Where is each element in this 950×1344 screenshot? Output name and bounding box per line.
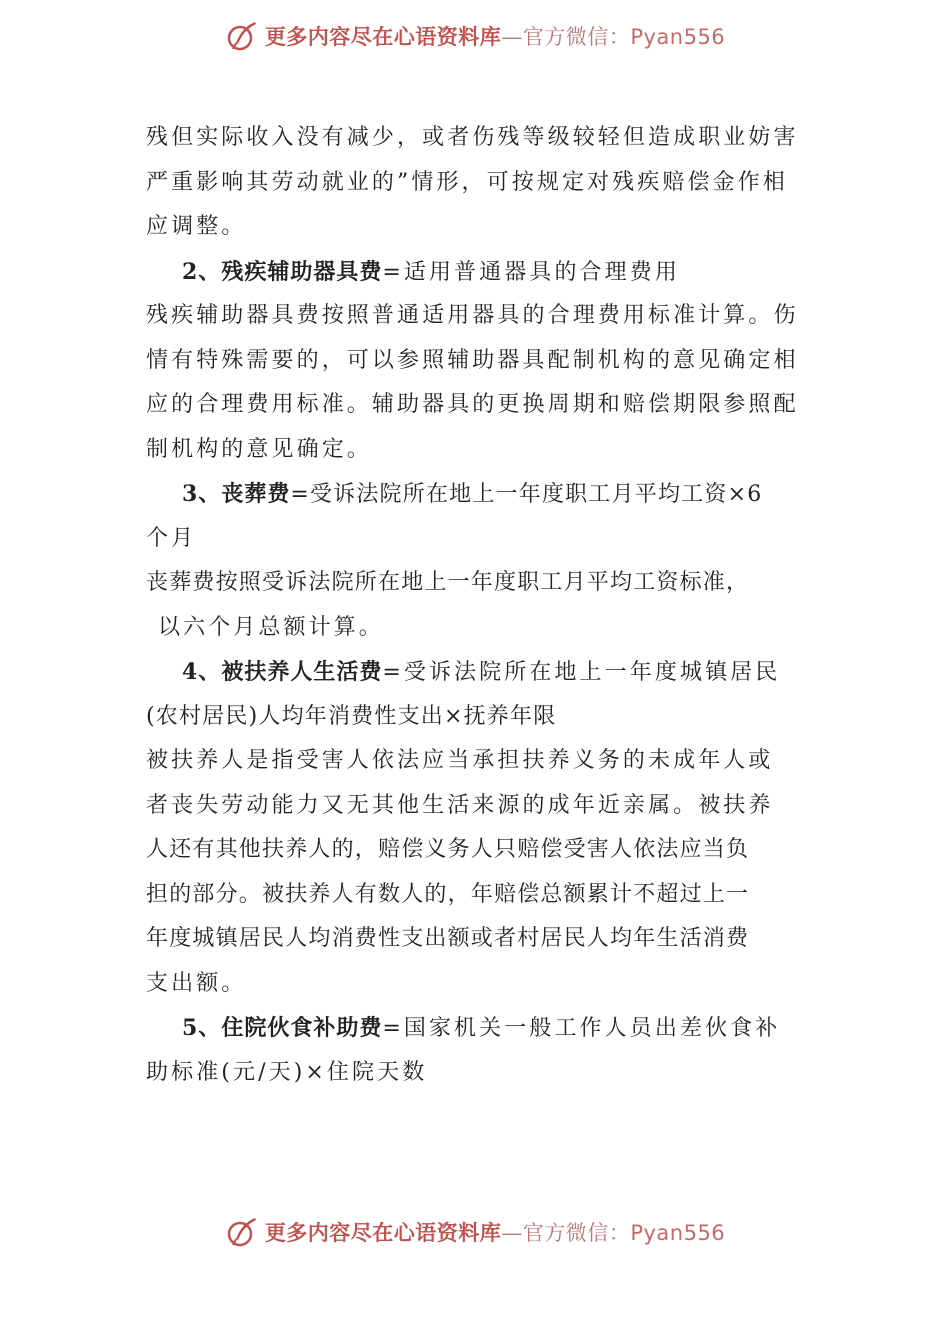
text-line: 担的部分。被扶养人有数人的，年赔偿总额累计不超过上一 (146, 881, 750, 907)
section-title: 被扶养人生活费 (221, 659, 383, 685)
section-heading-2 (146, 250, 810, 295)
text-line: 支出额。 (146, 970, 247, 996)
text-line: 个月 (146, 525, 197, 551)
section-formula: =受诉法院所在地上一年度城镇居民 (382, 660, 781, 685)
section-title: 住院伙食补助费 (221, 1015, 383, 1041)
footer-text (265, 1217, 725, 1247)
text-line: 严重影响其劳动就业的”情形，可按规定对残疾赔偿金作相 (146, 169, 788, 195)
section-heading-5 (146, 1006, 810, 1051)
header-brand: 更多内容尽在心语资料库 (264, 24, 502, 49)
text-line: 制机构的意见确定。 (146, 436, 372, 462)
footer-wechat-label: 官方微信： (522, 1221, 631, 1245)
section-number: 3、 (182, 481, 222, 507)
text-line: 残疾辅助器具费按照普通适用器具的合理费用标准计算。伤 (146, 303, 799, 328)
section-heading-3 (146, 472, 810, 517)
text-line: 应调整。 (146, 214, 247, 239)
text-line: 丧葬费按照受诉法院所在地上一年度职工月平均工资标准， (146, 570, 750, 595)
text-line: 以六个月总额计算。 (158, 614, 384, 640)
section-formula: =受诉法院所在地上一年度职工月平均工资×6 (290, 482, 763, 507)
section-number: 4、 (182, 659, 222, 685)
text-line: 者丧失劳动能力又无其他生活来源的成年近亲属。被扶养 (146, 792, 774, 818)
section-number: 5、 (182, 1015, 222, 1041)
header-wechat-id: Pyan556 (630, 25, 726, 49)
section-formula: =适用普通器具的合理费用 (382, 259, 680, 285)
quill-pen-icon (225, 1215, 259, 1249)
section-title: 残疾辅助器具费 (221, 258, 383, 285)
section-title: 丧葬费 (221, 481, 291, 507)
text-line: 助标准(元/天)×住院天数 (146, 1059, 428, 1085)
text-line: 被扶养人是指受害人依法应当承担扶养义务的未成年人或 (146, 748, 774, 773)
text-line: 情有特殊需要的，可以参照辅助器具配制机构的意见确定相 (146, 347, 799, 373)
page-header (0, 16, 950, 56)
footer-wechat-id: Pyan556 (630, 1221, 726, 1245)
section-number: 2、 (182, 258, 222, 285)
text-line: 人还有其他扶养人的，赔偿义务人只赔偿受害人依法应当负 (146, 837, 750, 862)
text-line: 应的合理费用标准。辅助器具的更换周期和赔偿期限参照配 (146, 392, 799, 417)
text-line: 残但实际收入没有减少，或者伤残等级较轻但造成职业妨害 (146, 125, 799, 150)
text-line: (农村居民)人均年消费性支出×抚养年限 (146, 703, 557, 729)
document-body (146, 116, 810, 1095)
page-footer (0, 1212, 950, 1252)
header-wechat-label: 官方微信： (522, 25, 631, 49)
text-line: 年度城镇居民人均消费性支出额或者村居民人均年生活消费 (146, 926, 750, 951)
header-text (265, 21, 725, 51)
section-heading-4 (146, 650, 810, 695)
quill-pen-icon (225, 19, 259, 53)
section-formula: =国家机关一般工作人员出差伙食补 (382, 1016, 781, 1041)
footer-brand: 更多内容尽在心语资料库 (264, 1220, 502, 1245)
footer-separator: — (501, 1221, 523, 1245)
header-separator: — (501, 25, 523, 49)
